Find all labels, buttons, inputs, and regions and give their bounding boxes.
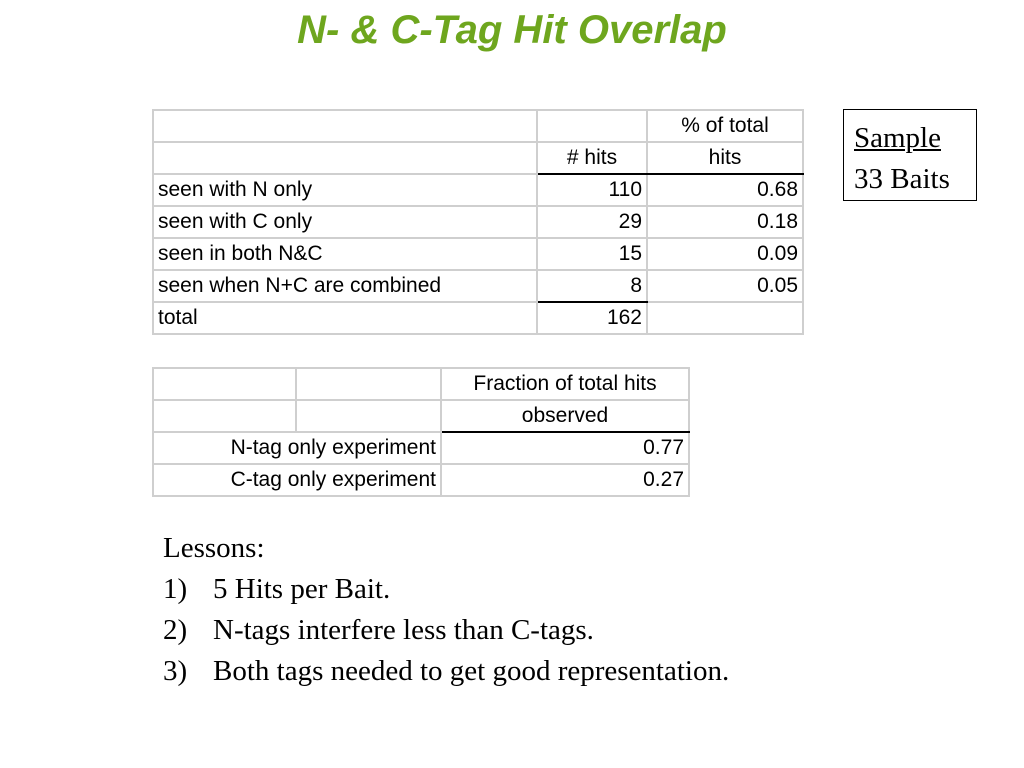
list-item-text: 5 Hits per Bait. bbox=[213, 573, 391, 605]
row-label: total bbox=[153, 302, 537, 334]
list-item-number: 2) bbox=[163, 614, 188, 646]
header-pct-hits: hits bbox=[647, 142, 803, 174]
row-label: N-tag only experiment bbox=[153, 432, 441, 464]
row-hits: 110 bbox=[537, 174, 647, 206]
row-label: seen with N only bbox=[153, 174, 537, 206]
row-hits: 162 bbox=[537, 302, 647, 334]
list-item-text: N-tags interfere less than C-tags. bbox=[213, 614, 594, 646]
hit-overlap-table bbox=[152, 109, 804, 335]
row-label: seen with C only bbox=[153, 206, 537, 238]
empty-cell bbox=[153, 110, 537, 142]
row-hits: 8 bbox=[537, 270, 647, 302]
list-item-number: 1) bbox=[163, 573, 188, 605]
lessons-block bbox=[163, 528, 729, 692]
empty-cell bbox=[296, 400, 441, 432]
row-value: 0.27 bbox=[441, 464, 689, 496]
row-pct: 0.18 bbox=[647, 206, 803, 238]
table-row bbox=[153, 174, 803, 206]
list-item-text: Both tags needed to get good representation. bbox=[213, 655, 730, 687]
row-value: 0.77 bbox=[441, 432, 689, 464]
empty-cell bbox=[153, 142, 537, 174]
sample-baits: 33 Baits bbox=[854, 163, 950, 195]
sample-label: Sample bbox=[854, 122, 941, 154]
list-item bbox=[163, 569, 729, 610]
row-pct: 0.05 bbox=[647, 270, 803, 302]
table-row bbox=[153, 464, 689, 496]
row-pct bbox=[647, 302, 803, 334]
sample-box bbox=[843, 109, 977, 201]
header-pct-of-total: % of total bbox=[647, 110, 803, 142]
table-row bbox=[153, 238, 803, 270]
table-row bbox=[153, 206, 803, 238]
row-hits: 15 bbox=[537, 238, 647, 270]
row-label: seen when N+C are combined bbox=[153, 270, 537, 302]
row-pct: 0.68 bbox=[647, 174, 803, 206]
header-observed: observed bbox=[441, 400, 689, 432]
list-item bbox=[163, 651, 729, 692]
empty-cell bbox=[296, 368, 441, 400]
empty-cell bbox=[153, 400, 296, 432]
fraction-table bbox=[152, 367, 690, 497]
row-label: seen in both N&C bbox=[153, 238, 537, 270]
table-row bbox=[153, 432, 689, 464]
row-pct: 0.09 bbox=[647, 238, 803, 270]
table-row bbox=[153, 270, 803, 302]
empty-cell bbox=[537, 110, 647, 142]
slide-title: N- & C-Tag Hit Overlap bbox=[297, 8, 727, 52]
header-fraction: Fraction of total hits bbox=[441, 368, 689, 400]
list-item bbox=[163, 610, 729, 651]
header-hits: # hits bbox=[537, 142, 647, 174]
empty-cell bbox=[153, 368, 296, 400]
table-row-total bbox=[153, 302, 803, 334]
row-hits: 29 bbox=[537, 206, 647, 238]
list-item-number: 3) bbox=[163, 655, 188, 687]
row-label: C-tag only experiment bbox=[153, 464, 441, 496]
lessons-heading: Lessons: bbox=[163, 532, 265, 564]
